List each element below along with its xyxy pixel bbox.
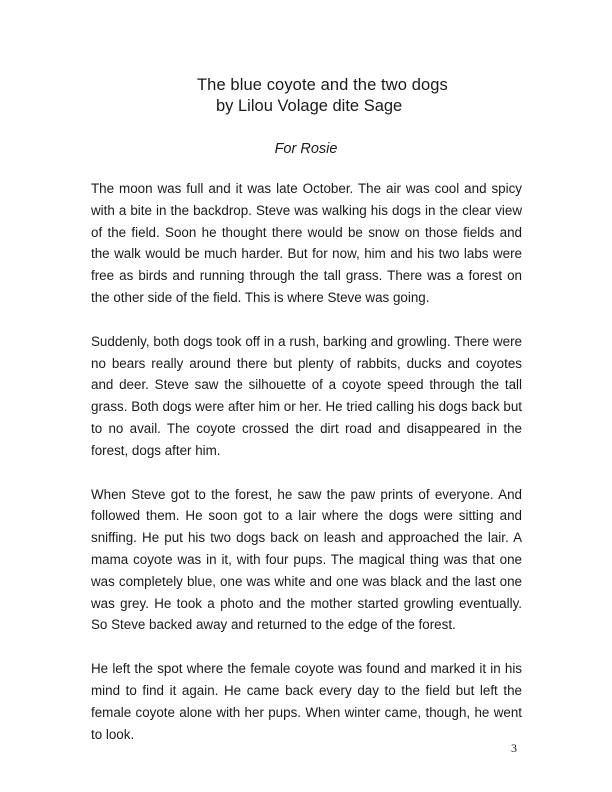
- story-title: The blue coyote and the two dogs: [197, 76, 448, 94]
- story-body: [91, 178, 522, 767]
- paragraph-2: Suddenly, both dogs took off in a rush, barking and growling. There were no bears really around there but plenty of rabbits, ducks and coyotes and deer. Steve saw the silhouette of a coyote speed through the tall grass. Both dogs were after him or her. He tried calling his dogs back but to no avail. The coyote crossed the dirt road and disappeared in the forest, dogs after him.: [91, 333, 522, 458]
- page-number: 3: [511, 741, 517, 755]
- paragraph-3: When Steve got to the forest, he saw the paw prints of everyone. And followed them. He soon got to a lair where the dogs were sitting and sniffing. He put his two dogs back on leash and approached the lair. A mama coyote was in it, with four pups. The magical thing was that one was completely blue, one was white and one was black and the last one was grey. He took a photo and the mother started growling eventually. So Steve backed away and returned to the edge of the forest.: [91, 486, 522, 633]
- story-author: by Lilou Volage dite Sage: [216, 97, 403, 115]
- paragraph-1: The moon was full and it was late October. The air was cool and spicy with a bite in the backdrop. Steve was walking his dogs in the clear view of the field. Soon he thought there would be snow on those fields and the walk would be much harder. But for now, him and his two labs were free as birds and running through the tall grass. There was a forest on the other side of the field. This is where Steve was going.: [91, 181, 522, 305]
- dedication: For Rosie: [274, 141, 338, 157]
- paragraph-4: He left the spot where the female coyote was found and marked it in his mind to find it again. He came back every day to the field but left the female coyote alone with her pups. When winter came, though, he went to look.: [91, 661, 522, 742]
